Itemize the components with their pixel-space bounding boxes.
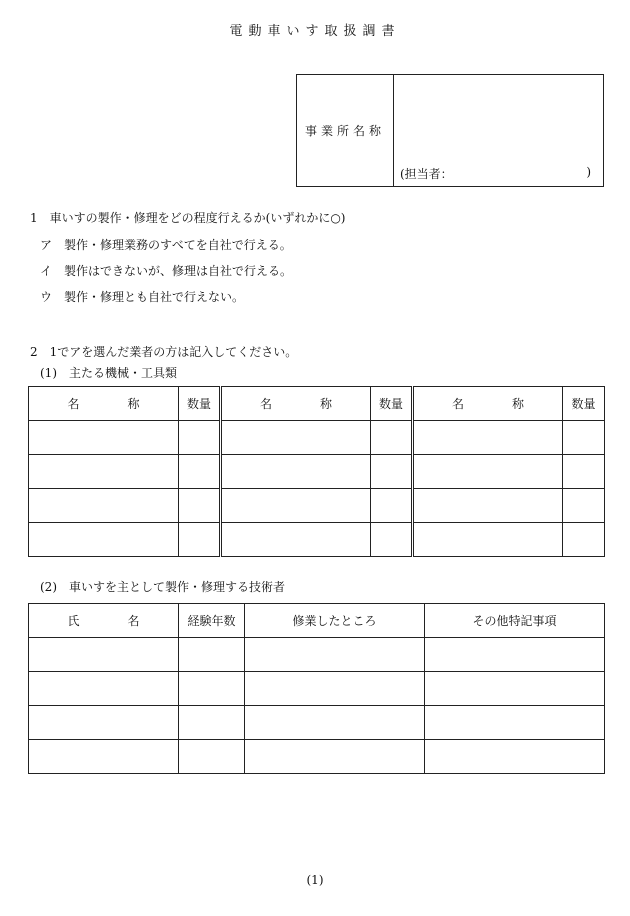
tech-notes-cell[interactable] [425, 740, 605, 774]
tech-name-cell[interactable] [29, 672, 179, 706]
q1-option-u: ウ 製作・修理とも自社で行えない。 [40, 290, 245, 304]
equip-name-cell[interactable] [29, 523, 179, 557]
equip-qty-cell[interactable] [371, 421, 413, 455]
tech-years-cell[interactable] [179, 672, 245, 706]
tech-col-training: 修業したところ [245, 604, 425, 638]
tech-training-cell[interactable] [245, 672, 425, 706]
equip-qty-cell[interactable] [563, 421, 605, 455]
equip-name-cell[interactable] [221, 421, 371, 455]
page-title: 電動車いす取扱調書 [229, 24, 401, 39]
tech-years-cell[interactable] [179, 638, 245, 672]
equip-col-name: 名 称 [29, 387, 179, 421]
q1-question: 1 車いすの製作・修理をどの程度行えるか(いずれかに○) [30, 211, 346, 225]
table-row [29, 455, 605, 489]
equip-name-cell[interactable] [29, 421, 179, 455]
equip-qty-cell[interactable] [179, 489, 221, 523]
table-row [29, 706, 605, 740]
table-row [29, 421, 605, 455]
q2-sub1: (1) 主たる機械・工具類 [40, 366, 177, 380]
table-row [29, 523, 605, 557]
tech-training-cell[interactable] [245, 706, 425, 740]
equip-name-cell[interactable] [29, 489, 179, 523]
tech-years-cell[interactable] [179, 740, 245, 774]
contact-close-paren: ) [586, 165, 591, 179]
office-info-table [296, 74, 604, 187]
tech-col-notes: その他特記事項 [425, 604, 605, 638]
office-name-label: 事業所名称 [297, 75, 394, 187]
q1-option-i: イ 製作はできないが、修理は自社で行える。 [40, 264, 293, 278]
tech-name-cell[interactable] [29, 706, 179, 740]
equip-qty-cell[interactable] [563, 489, 605, 523]
equip-qty-cell[interactable] [179, 421, 221, 455]
table-row [29, 672, 605, 706]
equip-qty-cell[interactable] [179, 523, 221, 557]
contact-person-field[interactable] [400, 165, 591, 182]
equip-qty-cell[interactable] [563, 523, 605, 557]
equip-qty-cell[interactable] [371, 523, 413, 557]
equip-name-cell[interactable] [221, 523, 371, 557]
table-row [29, 638, 605, 672]
equip-name-cell[interactable] [221, 489, 371, 523]
tech-name-cell[interactable] [29, 638, 179, 672]
tech-name-cell[interactable] [29, 740, 179, 774]
q2-sub2: (2) 車いすを主として製作・修理する技術者 [40, 580, 285, 594]
table-row [29, 489, 605, 523]
equip-qty-cell[interactable] [179, 455, 221, 489]
tech-notes-cell[interactable] [425, 706, 605, 740]
equip-name-cell[interactable] [413, 455, 563, 489]
tech-notes-cell[interactable] [425, 638, 605, 672]
equip-qty-cell[interactable] [371, 489, 413, 523]
equip-name-cell[interactable] [413, 421, 563, 455]
equip-col-name: 名 称 [221, 387, 371, 421]
tech-training-cell[interactable] [245, 638, 425, 672]
equip-qty-cell[interactable] [371, 455, 413, 489]
tech-col-years: 経験年数 [179, 604, 245, 638]
equip-name-cell[interactable] [413, 523, 563, 557]
contact-open-label: (担当者： [400, 167, 453, 181]
equip-col-qty: 数量 [563, 387, 605, 421]
tech-training-cell[interactable] [245, 740, 425, 774]
office-name-field[interactable] [394, 75, 604, 187]
table-row [29, 740, 605, 774]
equip-qty-cell[interactable] [563, 455, 605, 489]
equip-col-name: 名 称 [413, 387, 563, 421]
page-number: (1) [306, 873, 324, 887]
equip-name-cell[interactable] [221, 455, 371, 489]
tech-notes-cell[interactable] [425, 672, 605, 706]
q1-option-a: ア 製作・修理業務のすべてを自社で行える。 [40, 238, 292, 252]
equipment-table [28, 386, 605, 557]
tech-years-cell[interactable] [179, 706, 245, 740]
tech-col-name: 氏 名 [29, 604, 179, 638]
equip-col-qty: 数量 [371, 387, 413, 421]
technician-table [28, 603, 605, 774]
q2-heading: 2 1でアを選んだ業者の方は記入してください。 [30, 345, 298, 359]
equip-col-qty: 数量 [179, 387, 221, 421]
equip-name-cell[interactable] [413, 489, 563, 523]
equip-name-cell[interactable] [29, 455, 179, 489]
